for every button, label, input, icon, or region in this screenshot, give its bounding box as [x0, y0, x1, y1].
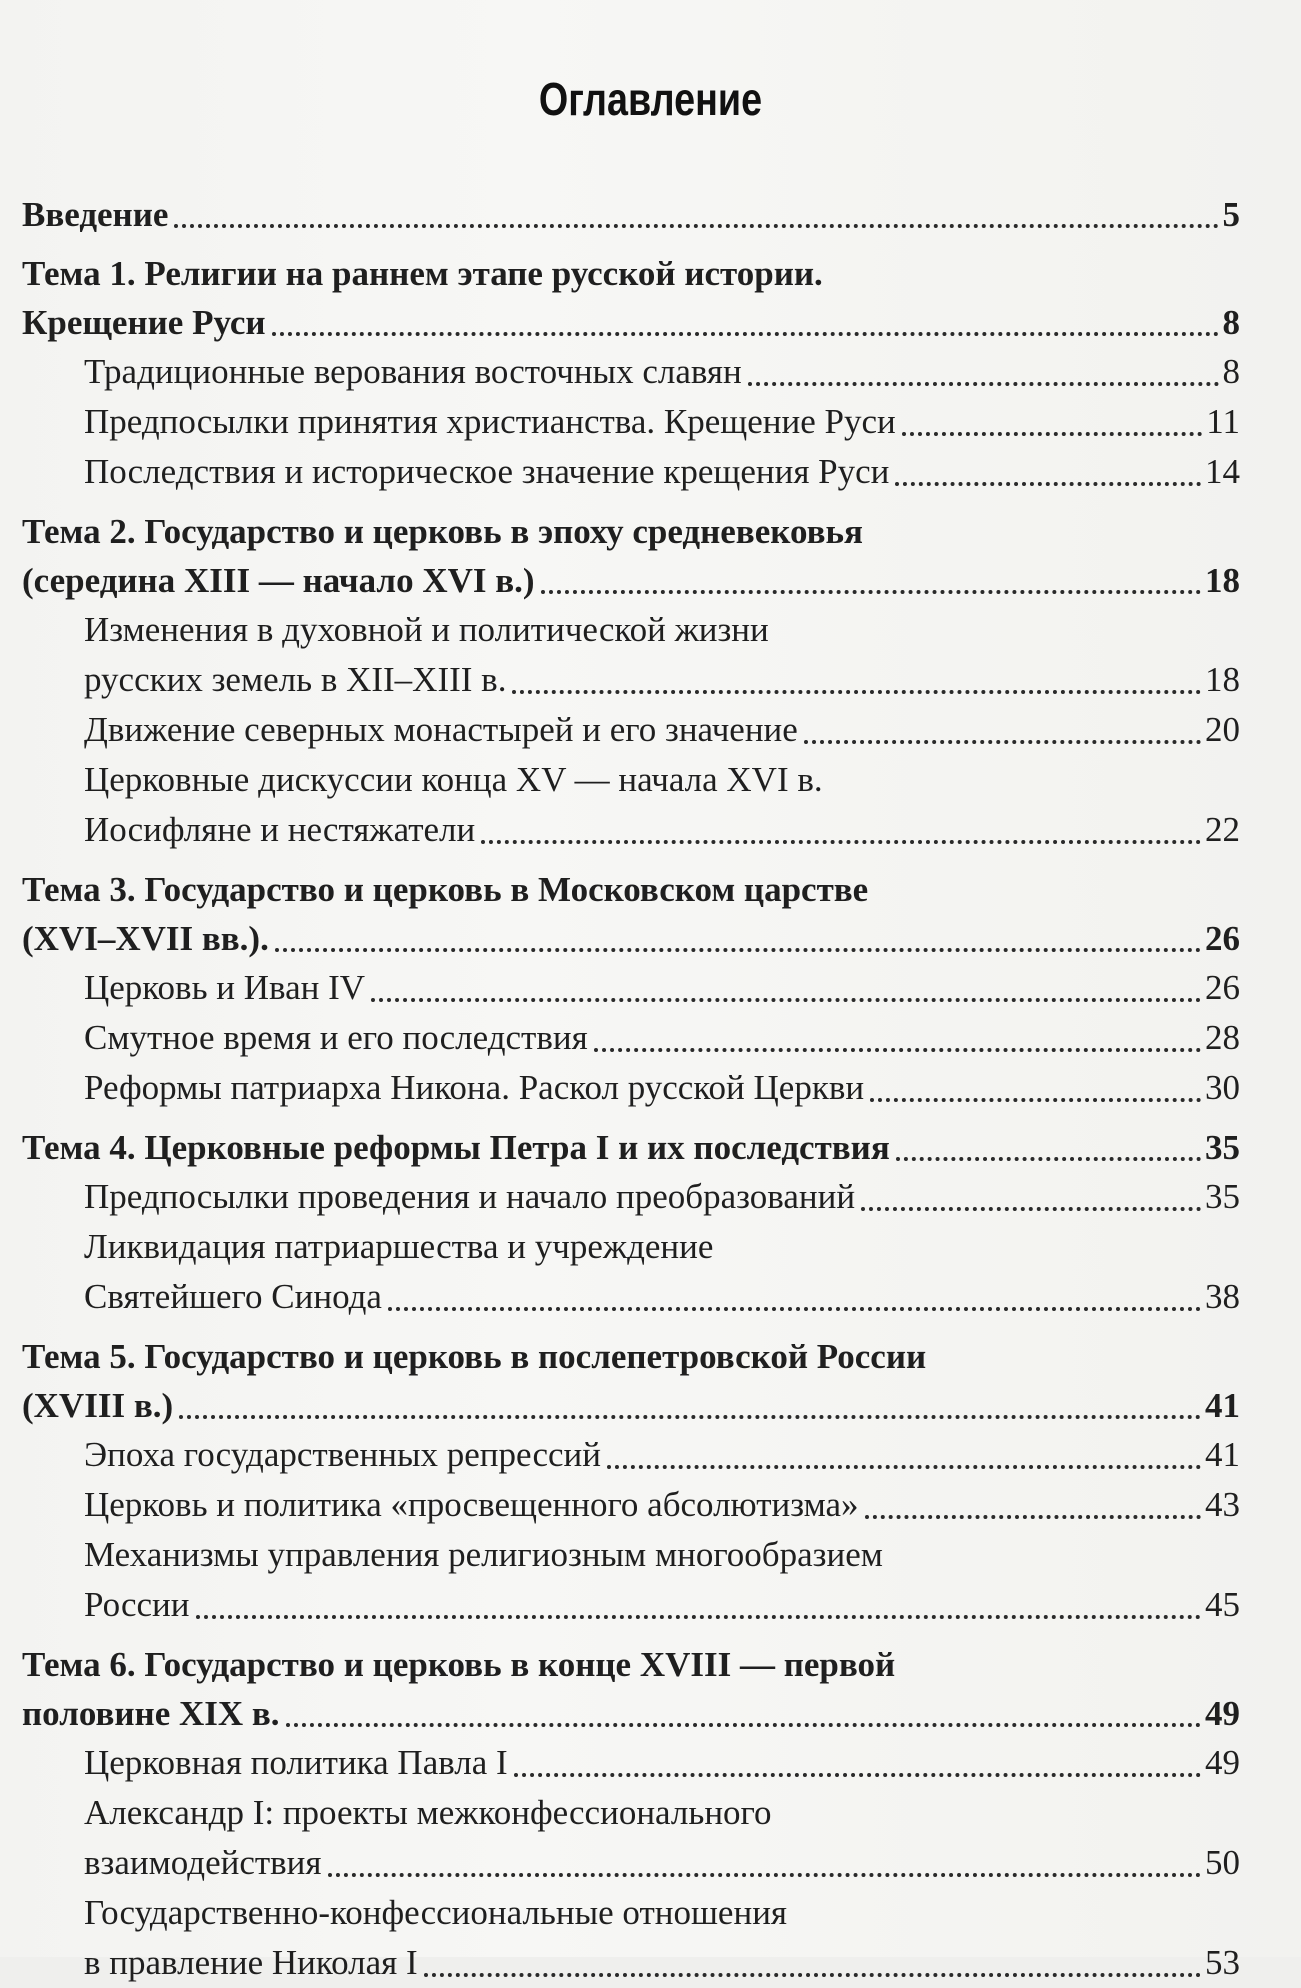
- toc-entry-text: Традиционные верования восточных славян: [84, 352, 742, 391]
- page-number: 38: [1205, 1277, 1240, 1316]
- toc-line: [22, 1013, 1240, 1063]
- page-number: 22: [1205, 810, 1240, 849]
- page-number: 8: [1222, 303, 1240, 342]
- toc-line: [22, 1172, 1240, 1222]
- dot-leader: [196, 1615, 1202, 1619]
- dot-leader: [594, 1048, 1201, 1052]
- toc-subentry: [22, 755, 1240, 855]
- toc-subentry: [22, 1063, 1240, 1113]
- toc-entry-text: Церковные дискуссии конца XV — начала XVI в.: [84, 760, 823, 799]
- toc-entry-text: Движение северных монастырей и его значение: [84, 710, 798, 749]
- page-number: 28: [1205, 1018, 1240, 1057]
- toc-line: [22, 755, 1240, 805]
- toc-subentry: [22, 1788, 1240, 1888]
- toc-line: [22, 805, 1240, 855]
- toc-line: [22, 1938, 1240, 1988]
- toc-line: [22, 1788, 1240, 1838]
- dot-leader: [179, 1415, 1201, 1419]
- toc-line: [22, 705, 1240, 755]
- dot-leader: [865, 1515, 1201, 1519]
- toc-topic-entry: [22, 1123, 1240, 1172]
- toc-entry-text: Последствия и историческое значение крещения Руси: [84, 452, 890, 491]
- page-number: 8: [1222, 352, 1240, 391]
- toc-entry-text: (середина XIII — начало XVI в.): [22, 561, 535, 600]
- toc-line: [22, 1580, 1240, 1630]
- dot-leader: [748, 382, 1219, 386]
- toc-line: [22, 298, 1240, 347]
- dot-leader: [512, 690, 1201, 694]
- dot-leader: [481, 840, 1201, 844]
- page-number: 35: [1205, 1128, 1240, 1167]
- dot-leader: [272, 332, 1219, 336]
- dot-leader: [804, 740, 1201, 744]
- dot-leader: [607, 1465, 1201, 1469]
- toc-line: [22, 1332, 1240, 1381]
- page-number: 18: [1205, 660, 1240, 699]
- dot-leader: [371, 998, 1201, 1002]
- toc-subentry: [22, 1888, 1240, 1988]
- dot-leader: [870, 1098, 1201, 1102]
- toc-entry-text: Тема 4. Церковные реформы Петра I и их последствия: [22, 1128, 890, 1167]
- toc-line: [22, 556, 1240, 605]
- toc-subentry: [22, 1738, 1240, 1788]
- toc-subentry: [22, 1013, 1240, 1063]
- dot-leader: [895, 482, 1201, 486]
- toc-topic-entry: [22, 1640, 1240, 1738]
- toc-topic-entry: [22, 190, 1240, 239]
- dot-leader: [541, 590, 1201, 594]
- toc-line: [22, 1640, 1240, 1689]
- toc-line: [22, 963, 1240, 1013]
- toc-line: [22, 447, 1240, 497]
- page-title: Оглавление: [538, 73, 763, 125]
- toc-line: [22, 1480, 1240, 1530]
- toc-entry-text: Церковная политика Павла I: [84, 1743, 508, 1782]
- page-number: 20: [1205, 710, 1240, 749]
- dot-leader: [514, 1773, 1201, 1777]
- toc-entry-text: в правление Николая I: [84, 1943, 418, 1982]
- toc-line: [22, 397, 1240, 447]
- page-number: 50: [1205, 1843, 1240, 1882]
- toc-entry-text: Государственно-конфессиональные отношения: [84, 1893, 788, 1932]
- toc-entry-text: русских земель в XII–XIII в.: [84, 660, 507, 699]
- toc-line: [22, 1530, 1240, 1580]
- page-number: 11: [1206, 402, 1240, 441]
- toc-line: [22, 347, 1240, 397]
- toc-line: [22, 507, 1240, 556]
- toc-topic-entry: [22, 507, 1240, 605]
- page-number: 45: [1205, 1585, 1240, 1624]
- toc-subentry: [22, 1172, 1240, 1222]
- dot-leader: [275, 948, 1201, 952]
- toc-line: [22, 914, 1240, 963]
- toc-entry-text: Изменения в духовной и политической жизни: [84, 610, 769, 649]
- toc-line: [22, 249, 1240, 298]
- toc-entry-text: Церковь и Иван IV: [84, 968, 366, 1007]
- dot-leader: [896, 1157, 1201, 1161]
- toc-line: [22, 1738, 1240, 1788]
- toc-subentry: [22, 447, 1240, 497]
- toc-subentry: [22, 397, 1240, 447]
- toc-entry-text: Смутное время и его последствия: [84, 1018, 588, 1057]
- toc-subentry: [22, 1222, 1240, 1322]
- toc-line: [22, 1222, 1240, 1272]
- toc-line: [22, 1063, 1240, 1113]
- toc-line: [22, 190, 1240, 239]
- toc-entry-text: Реформы патриарха Никона. Раскол русской Церкви: [84, 1068, 865, 1107]
- toc-topic-entry: [22, 1332, 1240, 1430]
- toc-entry-text: Тема 5. Государство и церковь в послепетровской России: [22, 1337, 927, 1376]
- dot-leader: [174, 224, 1218, 228]
- toc-line: [22, 1381, 1240, 1430]
- toc-entry-text: Предпосылки принятия христианства. Крещение Руси: [84, 402, 896, 441]
- toc-line: [22, 1888, 1240, 1938]
- toc-line: [22, 1272, 1240, 1322]
- page-number: 26: [1205, 919, 1240, 958]
- page-number: 43: [1205, 1485, 1240, 1524]
- page-number: 49: [1205, 1694, 1240, 1733]
- toc-entry-text: России: [84, 1585, 190, 1624]
- toc-subentry: [22, 605, 1240, 705]
- toc-entry-text: Церковь и политика «просвещенного абсолютизма»: [84, 1485, 859, 1524]
- page-number: 26: [1205, 968, 1240, 1007]
- toc-entry-text: Тема 1. Религии на раннем этапе русской истории.: [22, 254, 823, 293]
- page-number: 30: [1205, 1068, 1240, 1107]
- toc-entry-text: (XVIII в.): [22, 1386, 174, 1425]
- page-number: 53: [1205, 1943, 1240, 1982]
- dot-leader: [328, 1873, 1201, 1877]
- dot-leader: [424, 1973, 1201, 1977]
- toc-topic-entry: [22, 865, 1240, 963]
- toc-entry-text: Ликвидация патриаршества и учреждение: [84, 1227, 714, 1266]
- page-number: 49: [1205, 1743, 1240, 1782]
- toc-line: [22, 1123, 1240, 1172]
- toc-entry-text: Предпосылки проведения и начало преобразований: [84, 1177, 856, 1216]
- toc-line: [22, 1838, 1240, 1888]
- toc-subentry: [22, 705, 1240, 755]
- page-number: 18: [1205, 561, 1240, 600]
- page-number: 14: [1205, 452, 1240, 491]
- toc-entry-text: Тема 2. Государство и церковь в эпоху средневековья: [22, 512, 863, 551]
- toc-line: [22, 1430, 1240, 1480]
- toc-entry-text: Александр I: проекты межконфессионального: [84, 1793, 772, 1832]
- toc-entry-text: Иосифляне и нестяжатели: [84, 810, 476, 849]
- table-of-contents: [22, 190, 1240, 1988]
- toc-entry-text: половине XIX в.: [22, 1694, 280, 1733]
- toc-entry-text: Тема 6. Государство и церковь в конце XVIII — первой: [22, 1645, 896, 1684]
- toc-line: [22, 605, 1240, 655]
- toc-entry-text: Механизмы управления религиозным многообразием: [84, 1535, 883, 1574]
- page-number: 35: [1205, 1177, 1240, 1216]
- toc-subentry: [22, 1430, 1240, 1480]
- toc-entry-text: взаимодействия: [84, 1843, 322, 1882]
- page-number: 41: [1205, 1435, 1240, 1474]
- dot-leader: [388, 1307, 1201, 1311]
- toc-line: [22, 865, 1240, 914]
- toc-entry-text: Введение: [22, 195, 169, 234]
- toc-entry-text: (XVI–XVII вв.).: [22, 919, 269, 958]
- toc-entry-text: Эпоха государственных репрессий: [84, 1435, 601, 1474]
- toc-entry-text: Крещение Руси: [22, 303, 266, 342]
- page-number: 41: [1205, 1386, 1240, 1425]
- dot-leader: [861, 1207, 1201, 1211]
- dot-leader: [902, 432, 1203, 436]
- toc-entry-text: Тема 3. Государство и церковь в Московском царстве: [22, 870, 869, 909]
- toc-subentry: [22, 347, 1240, 397]
- toc-topic-entry: [22, 249, 1240, 347]
- dot-leader: [286, 1723, 1201, 1727]
- toc-entry-text: Святейшего Синода: [84, 1277, 382, 1316]
- toc-subentry: [22, 1530, 1240, 1630]
- toc-subentry: [22, 1480, 1240, 1530]
- toc-subentry: [22, 963, 1240, 1013]
- page-number: 5: [1222, 195, 1240, 234]
- toc-line: [22, 1689, 1240, 1738]
- toc-line: [22, 655, 1240, 705]
